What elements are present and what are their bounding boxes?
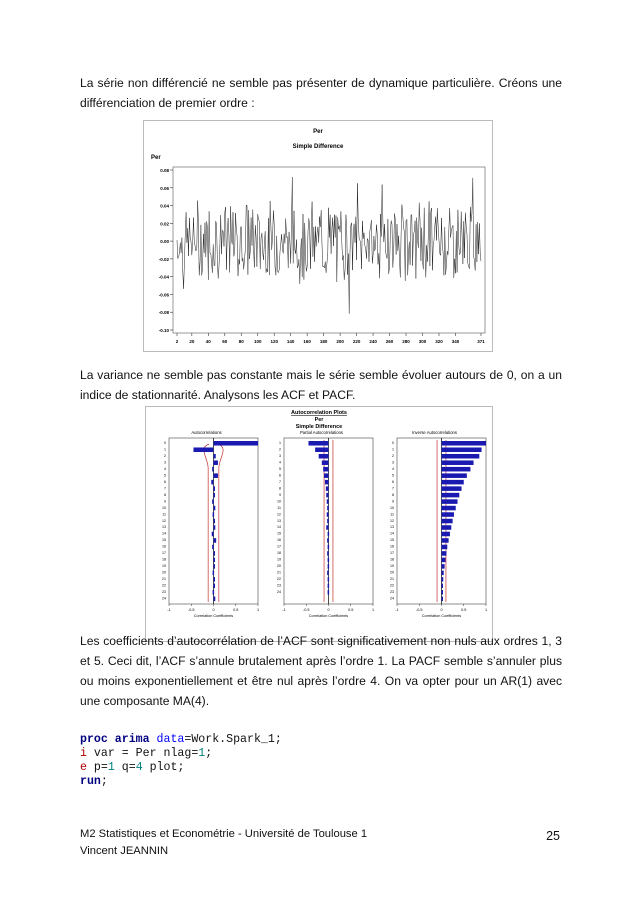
correlation-bar	[328, 545, 330, 550]
x-tick-label: 200	[336, 339, 344, 344]
code-line-3: e p=1 q=4 plot;	[80, 761, 185, 774]
correlation-bar	[327, 519, 329, 524]
x-axis-label: Correlation Coefficients	[193, 614, 234, 618]
page-number: 25	[546, 829, 560, 843]
lag-label: 10	[162, 505, 166, 510]
y-axis-label: Per	[151, 155, 161, 161]
chart-subtitle: Simple Difference	[292, 144, 344, 150]
x-tick-label: 1	[484, 608, 488, 612]
correlation-bar	[308, 441, 328, 446]
correlation-bar	[323, 467, 328, 472]
acf-panel	[277, 430, 374, 618]
correlation-bar	[325, 480, 329, 485]
lag-label: 0	[392, 441, 394, 445]
correlation-bar	[442, 590, 444, 595]
correlation-bar	[326, 525, 328, 530]
lag-label: 7	[392, 486, 394, 491]
correlation-bar	[442, 447, 482, 452]
x-tick-label: 371	[477, 339, 485, 344]
x-tick-label: 2	[175, 339, 179, 344]
x-tick-label: 0	[212, 608, 215, 612]
correlation-bar	[213, 590, 215, 595]
lag-label: 11	[277, 505, 281, 510]
lag-label: 17	[162, 551, 166, 556]
correlation-bar	[212, 467, 214, 472]
correlation-bar	[214, 441, 259, 446]
correlation-bar	[442, 480, 464, 485]
lag-label: 8	[164, 492, 166, 497]
correlation-bar	[327, 551, 329, 556]
x-tick-label: 0	[440, 608, 443, 612]
correlation-bar	[213, 571, 215, 576]
correlation-bar	[193, 447, 213, 452]
correlation-bar	[214, 584, 216, 589]
y-tick-label: 0.02	[160, 221, 169, 227]
lag-label: 1	[392, 447, 394, 452]
x-tick-label: 220	[352, 339, 361, 344]
correlation-bar	[327, 538, 329, 543]
correlation-bar	[327, 506, 329, 511]
correlation-bar	[212, 532, 214, 537]
time-series-figure	[143, 120, 493, 352]
code-line-1: proc arima data=Work.Spark_1;	[80, 733, 282, 746]
correlation-bar	[442, 467, 471, 472]
correlation-bar	[442, 512, 454, 517]
y-tick-label: -0.06	[158, 292, 169, 298]
acf-subtitle-series: Per	[314, 417, 324, 423]
x-tick-label: -0.5	[302, 608, 310, 612]
correlation-bar	[442, 499, 458, 504]
correlation-bar	[442, 571, 444, 576]
lag-label: 9	[164, 499, 166, 504]
lag-label: 21	[162, 577, 166, 582]
lag-label: 20	[162, 570, 166, 575]
lag-label: 14	[277, 525, 281, 530]
lag-label: 7	[164, 486, 166, 491]
lag-label: 24	[390, 596, 394, 601]
x-tick-label: 180	[319, 339, 328, 344]
correlation-bar	[442, 441, 487, 446]
paragraph-variance: La variance ne semble pas constante mais le série semble évoluer autours de 0, on a un indice de stationnarité. Analysons les ACF et PACF.	[80, 368, 562, 402]
lag-label: 3	[279, 453, 281, 458]
lag-label: 20	[277, 564, 281, 569]
lag-label: 10	[277, 499, 281, 504]
correlation-bar	[442, 558, 446, 563]
time-series-chart	[143, 120, 493, 352]
correlation-bar	[442, 454, 480, 459]
lag-label: 17	[390, 551, 394, 556]
lag-label: 18	[277, 551, 281, 556]
lag-label: 8	[279, 486, 281, 491]
lag-label: 15	[162, 538, 166, 543]
lag-label: 15	[277, 531, 281, 536]
lag-label: 18	[162, 557, 166, 562]
lag-label: 11	[390, 512, 394, 517]
lag-label: 6	[392, 479, 394, 484]
lag-label: 4	[392, 466, 394, 471]
lag-label: 13	[277, 518, 281, 523]
x-tick-label: 0.5	[233, 608, 239, 612]
lag-label: 12	[277, 512, 281, 517]
lag-label: 2	[279, 447, 281, 452]
lag-label: 3	[392, 460, 394, 465]
x-tick-label: 100	[253, 339, 262, 344]
x-tick-label: 160	[303, 339, 311, 344]
lag-label: 5	[279, 466, 281, 471]
lag-label: 10	[390, 505, 394, 510]
correlation-bar	[214, 486, 216, 491]
correlation-bar	[442, 551, 447, 556]
lag-label: 23	[277, 583, 281, 588]
correlation-bar	[214, 558, 216, 563]
lag-label: 20	[390, 570, 394, 575]
x-tick-label: 1	[371, 608, 375, 612]
correlation-bar	[442, 597, 444, 602]
lag-label: 1	[164, 447, 166, 452]
x-tick-label: 0	[327, 608, 330, 612]
lag-label: 7	[279, 479, 281, 484]
lag-label: 19	[390, 564, 394, 569]
correlation-bar	[212, 545, 214, 550]
correlation-bar	[442, 525, 452, 530]
lag-label: 8	[392, 492, 394, 497]
x-tick-label: 300	[418, 339, 427, 344]
x-tick-label: 40	[205, 339, 211, 344]
footer-institution: M2 Statistiques et Econométrie - Université de Toulouse 1	[80, 828, 368, 840]
correlation-bar	[442, 564, 445, 569]
lag-label: 4	[164, 466, 166, 471]
lag-label: 13	[162, 525, 166, 530]
correlation-bar	[326, 486, 329, 491]
x-tick-label: -1	[395, 608, 399, 612]
lag-label: 21	[277, 570, 281, 575]
correlation-bar	[442, 545, 448, 550]
correlation-bar	[324, 473, 328, 478]
lag-label: 1	[279, 441, 281, 445]
correlation-bar	[214, 564, 216, 569]
lag-label: 2	[164, 453, 166, 458]
correlation-bar	[442, 519, 453, 524]
x-tick-label: 120	[270, 339, 278, 344]
lag-label: 12	[162, 518, 166, 523]
correlation-bar	[327, 571, 329, 576]
autocorrelation-chart	[145, 406, 493, 642]
correlation-bar	[328, 584, 330, 589]
panel-title: Partial Autocorrelations	[299, 430, 344, 435]
code-line-4: run;	[80, 775, 108, 788]
x-tick-label: -1	[167, 608, 171, 612]
y-tick-label: 0.06	[160, 185, 169, 191]
lag-label: 5	[392, 473, 394, 478]
acf-subtitle-diff: Simple Difference	[295, 424, 343, 430]
paragraph-conclusion: Les coefficients d’autocorrélation de l’ACF sont significativement non nuls aux ordres 1, 3 et 5. Ceci dit, l’ACF s’annule brutalement après l’ordre 1. La PACF semble s’annuler plus ou moins exponentiellement et être nul après l’ordre 4. On va opter pour un AR(1) avec une composante MA(4).	[80, 634, 562, 708]
lag-label: 24	[277, 590, 281, 595]
x-tick-label: -0.5	[415, 608, 423, 612]
lag-label: 9	[392, 499, 394, 504]
correlation-bar	[442, 538, 449, 543]
x-tick-label: -0.5	[187, 608, 195, 612]
y-tick-label: 0.08	[160, 168, 169, 173]
y-tick-label: -0.04	[158, 274, 169, 280]
lag-label: 23	[162, 590, 166, 595]
lag-label: 6	[279, 473, 281, 478]
correlation-bar	[214, 460, 218, 465]
y-tick-label: 0.04	[160, 203, 169, 209]
correlation-bar	[442, 460, 474, 465]
correlation-bar	[214, 519, 216, 524]
correlation-bar	[214, 538, 217, 543]
paragraph-intro: La série non différencié ne semble pas présenter de dynamique particulière. Créons une différenciation de premier ordre :	[80, 76, 562, 110]
lag-label: 13	[390, 525, 394, 530]
sas-code-block	[80, 733, 282, 789]
acf-panel	[162, 430, 259, 618]
y-tick-label: -0.08	[158, 310, 169, 316]
lag-label: 15	[390, 538, 394, 543]
lag-label: 19	[277, 557, 281, 562]
correlation-bar	[442, 486, 462, 491]
lag-label: 22	[162, 583, 166, 588]
x-tick-label: 60	[222, 339, 228, 344]
correlation-bar	[315, 447, 328, 452]
correlation-bar	[214, 473, 218, 478]
x-tick-label: 260	[385, 339, 394, 344]
lag-label: 18	[390, 557, 394, 562]
lag-label: 2	[392, 453, 394, 458]
lag-label: 12	[390, 518, 394, 523]
footer-author: Vincent JEANNIN	[80, 845, 169, 857]
correlation-bar	[214, 551, 216, 556]
correlation-bar	[214, 525, 216, 530]
correlation-bar	[328, 577, 330, 582]
correlation-bar	[214, 577, 216, 582]
y-tick-label: -0.10	[158, 328, 169, 333]
correlation-bar	[213, 512, 215, 517]
panel-title: Autocorrelations	[191, 430, 222, 435]
y-tick-label: -0.02	[158, 256, 169, 262]
lag-label: 23	[390, 590, 394, 595]
correlation-bar	[328, 532, 330, 537]
x-tick-label: 20	[189, 339, 195, 344]
lag-label: 16	[390, 544, 394, 549]
correlation-bar	[214, 493, 216, 498]
correlation-bar	[328, 558, 330, 563]
x-axis-label: Correlation Coefficients	[421, 614, 462, 618]
code-line-2: i var = Per nlag=1;	[80, 747, 213, 760]
correlation-bar	[322, 460, 329, 465]
x-axis-label: Correlation Coefficients	[308, 614, 349, 618]
correlation-bar	[212, 499, 214, 504]
correlation-bar	[328, 564, 330, 569]
x-tick-label: 0.5	[461, 608, 467, 612]
x-tick-label: 1	[256, 608, 260, 612]
lag-label: 9	[279, 492, 281, 497]
x-tick-label: 280	[402, 339, 410, 344]
correlation-bar	[214, 506, 216, 511]
lag-label: 3	[164, 460, 166, 465]
lag-label: 19	[162, 564, 166, 569]
correlation-bar	[327, 499, 329, 504]
x-tick-label: 340	[451, 339, 460, 344]
y-tick-label: 0.00	[160, 239, 169, 245]
correlation-bar	[211, 480, 213, 485]
lag-label: 16	[277, 538, 281, 543]
lag-label: 14	[390, 531, 394, 536]
correlation-bar	[442, 506, 456, 511]
correlation-bar	[319, 454, 329, 459]
acf-title: Autocorrelation Plots	[291, 410, 347, 416]
correlation-bar	[326, 493, 328, 498]
lag-label: 16	[162, 544, 166, 549]
chart-title: Per	[313, 129, 323, 135]
x-tick-label: 320	[435, 339, 443, 344]
lag-label: 5	[164, 473, 166, 478]
x-tick-label: 0.5	[348, 608, 354, 612]
lag-label: 21	[390, 577, 394, 582]
correlation-bar	[214, 454, 216, 459]
x-tick-label: -1	[282, 608, 286, 612]
acf-panel	[390, 430, 487, 618]
correlation-bar	[442, 584, 444, 589]
lag-label: 0	[164, 441, 166, 445]
lag-label: 17	[277, 544, 281, 549]
chart-frame	[144, 121, 493, 352]
correlation-bar	[442, 577, 444, 582]
x-tick-label: 240	[369, 339, 377, 344]
x-tick-label: 80	[238, 339, 244, 344]
lag-label: 22	[277, 577, 281, 582]
lag-label: 11	[162, 512, 166, 517]
panel-title: Inverse Autocorrelations	[412, 430, 457, 435]
lag-label: 22	[390, 583, 394, 588]
correlation-bar	[442, 532, 450, 537]
lag-label: 14	[162, 531, 166, 536]
x-tick-label: 140	[286, 339, 295, 344]
lag-label: 24	[162, 596, 166, 601]
correlation-bar	[442, 493, 460, 498]
autocorrelation-figure	[145, 406, 493, 642]
correlation-bar	[327, 512, 329, 517]
lag-label: 4	[279, 460, 281, 465]
lag-label: 6	[164, 479, 166, 484]
correlation-bar	[328, 590, 330, 595]
correlation-bar	[214, 597, 216, 602]
correlation-bar	[442, 473, 467, 478]
